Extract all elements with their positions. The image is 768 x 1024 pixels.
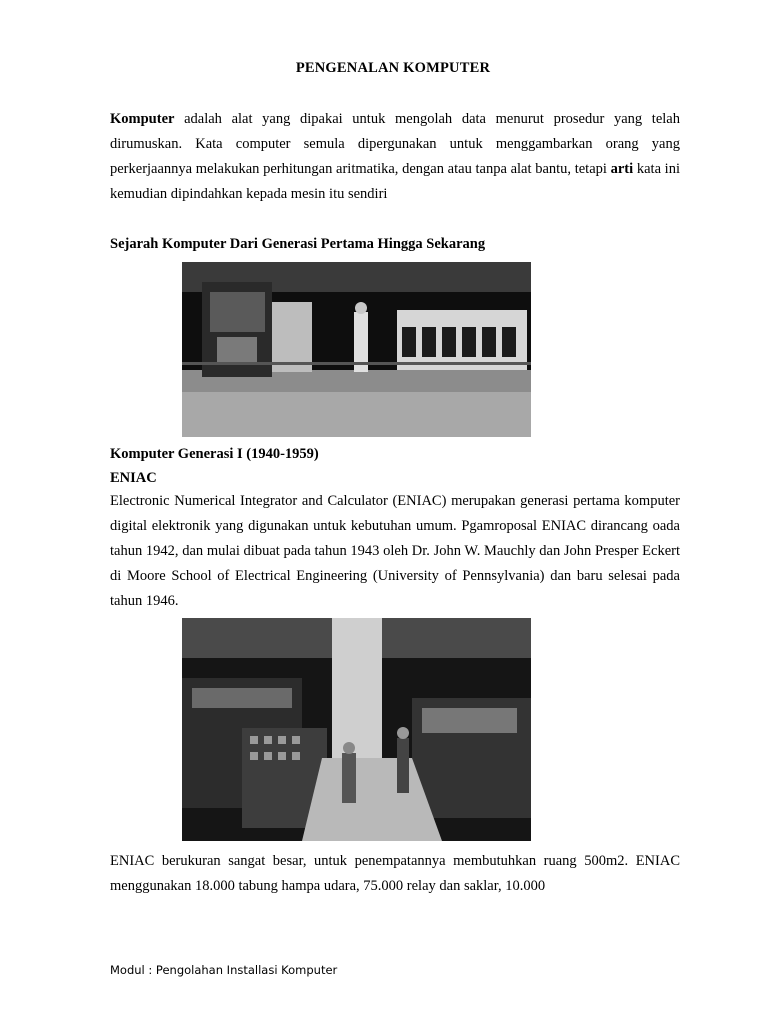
eniac-photo (182, 618, 531, 841)
history-section-heading: Sejarah Komputer Dari Generasi Pertama Hingga Sekarang (110, 236, 486, 252)
generation-one-heading: Komputer Generasi I (1940-1959) (110, 446, 319, 462)
intro-term: Komputer (110, 111, 175, 127)
intro-bold-word: arti (610, 161, 634, 177)
eniac-paragraph: Electronic Numerical Integrator and Calculator (ENIAC) merupakan generasi pertama komputer digital elektronik yang digunakan untuk kebutuhan umum. Pgamroposal ENIAC dirancang oada tahun 1942, dan mulai dibuat pada tahun 1943 oleh Dr. John W. Mauchly dan John Presper Eckert di Moore School of Electrical Engineering (University of Pennsylvania) dan baru selesai pada tahun 1946. (110, 493, 680, 609)
intro-text-after: kata ini kemudian dipindahkan kepada mesin itu sendiri (110, 161, 680, 202)
intro-paragraph (110, 107, 680, 207)
eniac-size-paragraph: ENIAC berukuran sangat besar, untuk penempatannya membutuhkan ruang 500m2. ENIAC menggunakan 18.000 tabung hampa udara, 75.000 relay dan saklar, 10.000 (110, 853, 680, 894)
page-footer: Modul : Pengolahan Installasi Komputer (110, 963, 338, 977)
eniac-heading: ENIAC (110, 470, 157, 486)
document-title: PENGENALAN KOMPUTER (295, 60, 491, 76)
early-computer-photo (182, 262, 531, 437)
intro-text-before: adalah alat yang dipakai untuk mengolah data menurut prosedur yang telah dirumuskan. Kata computer semula dipergunakan untuk menggambarkan orang yang perkerjaannya melakukan perhitungan aritmatika, dengan atau tanpa alat bantu, tetapi (110, 111, 680, 177)
